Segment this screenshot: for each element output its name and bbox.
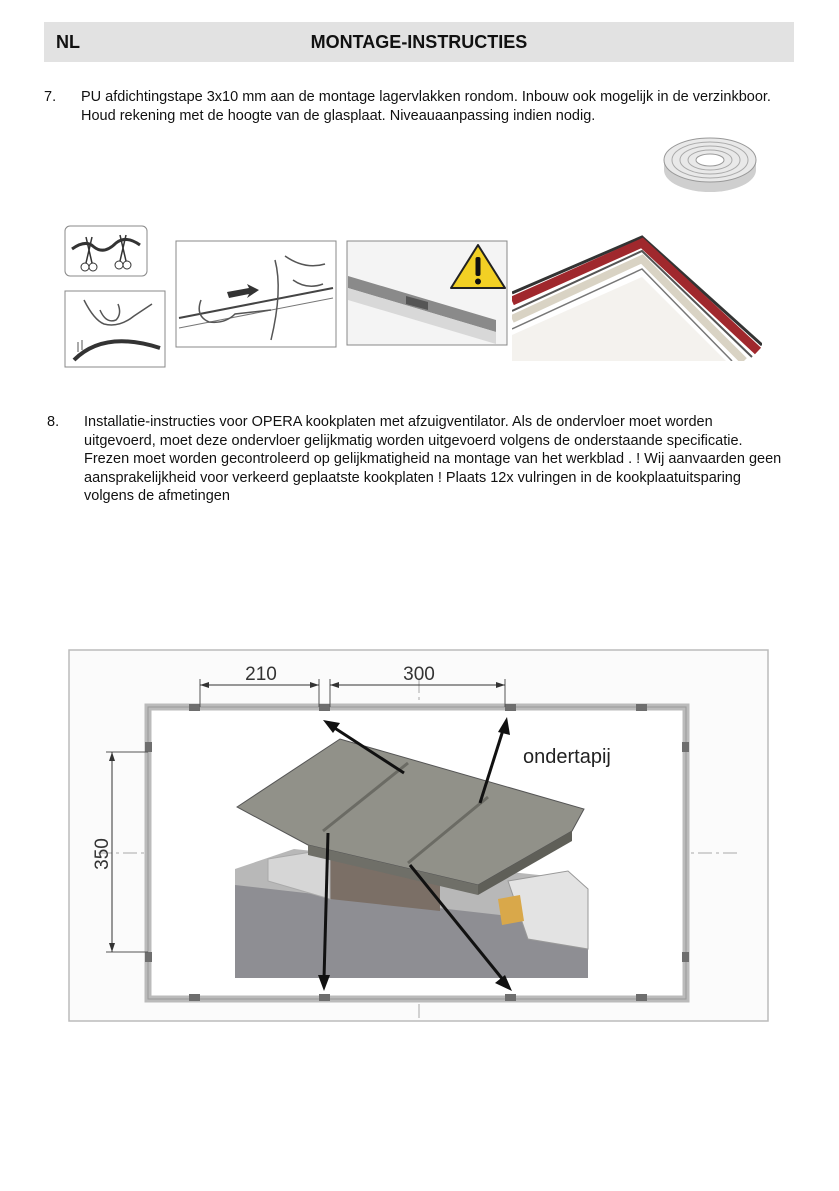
dimension-210: 210 <box>245 664 277 685</box>
cutout-dimension-diagram <box>68 649 770 1023</box>
step-number: 8. <box>47 414 60 430</box>
tape-roll-illustration <box>660 130 760 196</box>
tape-applying-illustration <box>175 240 337 348</box>
dimension-350: 350 <box>92 838 113 870</box>
step-number: 7. <box>44 89 57 105</box>
hand-pressing-tape-illustration <box>64 290 166 368</box>
scissors-illustration <box>64 225 148 277</box>
warning-icon <box>448 241 508 291</box>
step-text: Installatie-instructies voor OPERA kookplaten met afzuigventilator. Als de ondervloer moet worden uitgevoerd, moet deze ondervloer gelijkmatig worden uitgevoerd volgens de onderstaande specificatie. Frezen moet worden gecontroleerd op gelijkmatigheid na montage van het werkblad . ! Wij aanvaarden geen aansprakelijkheid voor verkeerd geplaatste kookplaten ! Plaats 12x vulringen in de kookplaatuitsparing volgens de afmetingen <box>84 414 782 504</box>
page-title: MONTAGE-INSTRUCTIES <box>310 32 528 52</box>
language-code: NL <box>56 32 80 52</box>
diagram-label: ondertapij <box>523 746 611 768</box>
page-header <box>44 22 794 62</box>
sealed-corner-illustration <box>512 233 762 361</box>
dimension-300: 300 <box>403 664 435 685</box>
step-text: PU afdichtingstape 3x10 mm aan de montage lagervlakken rondom. Inbouw ook mogelijk in de verzinkboor. Houd rekening met de hoogte van de glasplaat. Niveauaanpassing indien nodig. <box>81 89 771 124</box>
